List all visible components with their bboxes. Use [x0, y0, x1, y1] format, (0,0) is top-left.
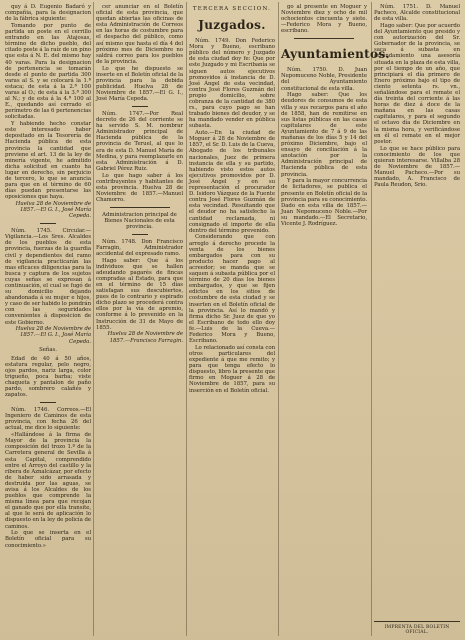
- notice-1748-body: Hago saber: Que á los individuos que se hallen adeudando pagarés de fincas compradas al Estado, para que en el término de 15 días satisfagan sus descubiertos, pues de lo contrario y espirado dicho plazo se procederá contra ellos por la vía de apremio, conforme á lo prevenido en la Instrucción de 31 de Mayo de 1855.: [96, 257, 183, 331]
- court-continuation: go al presente en Moguer y Noviembre diez y ocho de mil ochocientos cincuenta y siete.—Federico Mora y Bueno, escribano.: [281, 4, 367, 35]
- printer-imprint: IMPRENTA DEL BOLETIN OFICIAL.: [384, 625, 450, 635]
- column-rule: [278, 2, 279, 636]
- notice-1750-closing: Y para la mayor concurrencia de licitadores, se publica el presente en Boletín oficial de la provincia para su conocimiento. Dado en esta villa de 1857.—Juan Nepomuceno Noble.—Por su mandado.—El Secretario, Vicente J. Rodríguez.: [281, 178, 368, 227]
- column-rule: [186, 2, 187, 636]
- court-resolution: Considerando que con arreglo á derecho procede la venta de los bienes embargados para con su producto hacer pago al acreedor; se manda que se saquen á subasta pública por el término de 20 días los bienes embargados, y que se fijen edictos en los sitios de costumbre de esta ciudad y se inserten en el Boletín oficial de la provincia. Así lo mandó y firma dicho Sr. Juez de que yo el Escribano de todo ello doy fe.—Luis de la Cueva.—Federico Mora y Bueno, Escribano.: [189, 234, 275, 345]
- column-rule: [371, 2, 372, 636]
- juzgados-heading: Juzgados.: [198, 18, 266, 33]
- mining-claim-description: Tomando por punto de partida un poste en el cerrillo entrando en las Atajosas, término de dicho pueblo, del citado poste á la raíz de un pino que esta á N. E. del mismo hay 40 varas. Para la designacion de pertenencia se tomarán desde el punto de partida 300 varas al S. y se colocará la 1.ª estaca; de esta á la 2.ª 100 varas al O.; de esta á la 3.ª 300 al N.; y de esta á la 4.ª 100 al E., quedando así cerrado el perímetro de las 6 pertenencias solicitadas.: [5, 22, 91, 121]
- notice-1751-closing: Lo que se hace público para conocimiento de los que quieran interesarse. Villalba 28 de Noviembre de 1857.—Manuel Pacheco.—Por su mandado, A. Francisco de Paula Reudon, Srio.: [374, 145, 460, 189]
- column-3: [189, 4, 275, 634]
- mining-claim-continuation: quy á D. Eugenio Badaró y compañia, para la designacion de la fábrica siguiente:: [5, 4, 91, 23]
- physical-description: Edad de 40 á 50 años, estatura regular, pelo negro, ojos pardos, nariz larga, color trigueño, poca barba; viste chaqueta y pantalon de paño pardo, sombrero calañés y zapatos.: [5, 355, 91, 399]
- notice-1751-body: Hago saber: Que por acuerdo del Ayuntamiento que presido y con autorización del Sr. Gobernador de la provincia, se saca á subasta en arrendamiento una asesoría situada en la plaza de esta villa, por el tiempo de un año, que principiará el día primero de Enero próximo bajo el tipo de ciento setenta rs. vn., señalándose para el remate el día treinta del corriente á las horas de diez á doce de la mañana en las casas capitulares, y para el segundo el octavo día de Diciembre en la misma hora, y verificándose en él el remate en el mejor postor.: [374, 22, 460, 145]
- ayuntamientos-heading: Ayuntamientos.: [281, 47, 390, 62]
- column-1: [5, 4, 91, 634]
- notice-1751: Núm. 1751. D. Manuel Pacheco, Alcalde constitucional de esta villa.: [374, 4, 460, 23]
- column-rule: [93, 2, 94, 636]
- separator: [40, 223, 56, 224]
- notice-1749: Núm. 1749. Don Federico Mora y Bueno, escribano público del número y Juzgado de esta ciudad doy fe: Que por este Juzgado y mi Escribanía se siguen autos ejecutivos promovidos á instancia de D. José Ángel de esta vecindad, contra José Flores Guzmán del propio domicilio, sobre cobranza de la cantidad de 380 rs., para cuyo pago se han trabado bienes del deudor, y se ha mandado vender en pública subasta.: [189, 38, 275, 130]
- notice-1748: Núm. 1748. Don Francisco Farragin, Administrador accidental del expresado ramo.: [96, 238, 183, 257]
- notice-1747: Núm. 1747.—Por Real decreto de 26 del corriente se ha servido S. M. nombrar Administrador principal de Hacienda pública de la provincia de Teruel, al que lo era de esta D. Manuel María de Medina, y para reemplazarle en esta Administración á D. Gabriel Pérez Ruiz.: [96, 110, 183, 172]
- separator: [294, 38, 354, 39]
- mining-claim-admission: Y habiendo hecho constar este interesado haber depositado en la Tesorería de Hacienda pública de esta provincia la cantidad que previene el art. 13 de la ley de minería vigente, he admitido dicha solicitud en cuanto ha lugar en derecho, sin perjuicio de tercero, lo que se anuncia para que en el término de 60 días puedan presentarse las oposiciones que haya.: [5, 121, 91, 201]
- administration-heading: Administracion principal de Bienes Nacionales de esta provincia.: [102, 211, 177, 230]
- separator: [132, 234, 148, 235]
- notice-1750-body: Hago saber: Que los deudores de consumos de esta villa y sus recargos para el año de 1858, han de remitirse en sus listas públicas en las casas capitulares de este Ayuntamiento de 7 á 9 de las mañanas de los días 5 y 14 del próximo Diciembre, bajo el ensayo de conciliación á la anotación por la Administración principal de Hacienda pública de esta provincia.: [281, 92, 367, 178]
- separator: [110, 207, 170, 208]
- circular-1745: Núm. 1745. Circular.—Vigilancia.—Los Sres. Alcaldes de los pueblos de esta provincia, fuerzas de la guardia civil y dependientes del ramo de vigilancia practicarán las mas eficaces diligencias para la busca y captura de los sujetos cuyas señas se expresan á continuación, el cual se fugó de su domicilio dejando abandonada á su mujer e hijos, y caso de ser habido lo pondrán con las seguridades convenientes á disposicion de este Gobierno.: [5, 228, 91, 326]
- road-notice-closing: Lo que se inserta en el Boletín oficial para su conocimiento.»: [5, 530, 91, 549]
- post-office-notice: cer anunciar en el Boletín oficial de esta provincia, que quedan abiertas las oficinas de esta Administración de Correos en las horas de costumbre para el despacho del público, como así mismo que hasta el día 4 del próximo mes de Diciembre no saldrá correo para los pueblos de la provincia.: [96, 4, 183, 65]
- descriptions-label: Señas.: [39, 346, 57, 353]
- section-heading: TERCERA SECCION.: [192, 6, 272, 12]
- notice-1750: Núm. 1750. D. Juan Nepomuceno Noble, Presidente del Ayuntamiento constitucional de esta villa.: [281, 67, 367, 92]
- court-order: Auto.—En la ciudad de Moguer á 28 de Noviembre de 1857, el Sr. D. Luis de la Cueva, Abogado de los tribunales nacionales, Juez de primera instancia de ella y su partido, habiendo visto estos autos ejecutivos promovidos por D. José Ángel y en su representación el procurador D. Isidoro Vázquez de la Fuente contra José Flores Guzmán de esta vecindad. Resultando que el deudor no ha satisfecho la cantidad reclamada, ni consignado el importe de ella dentro del término prevenido.: [189, 130, 275, 234]
- column-5: [374, 4, 460, 616]
- road-notice: «Hallándose á la firma de Mayor de la provincia la composición del trozo 1.º de la Carretera general de Sevilla á esta Capital, comprendido entre el Arroyo del castillo y la ribera de Aznalcázar, por efecto de haber sido arrasada y destruida por las aguas, se avisa á los Alcaldes de los pueblos que comprende la misma línea para que recojan el ganado que por ella transite, al que le será de aplicación lo dispuesto en la ley de policía de caminos.: [5, 432, 91, 530]
- signature-line: Huelva 28 de Noviembre de 1857.—Francisco Farragin.: [107, 331, 183, 344]
- notice-1747-closing: Lo que hago saber á los contribuyentes y habitantes de esta provincia. Huelva 28 de Noviembre de 1857.—Manuel Chamorro.: [96, 172, 183, 203]
- court-closing: Lo relacionado así consta con otros particulares del expediente á que me remito; y para que tenga efecto lo dispuesto, libro la presente que firmo en Moguer á 28 de Noviembre de 1857, para su inserción en el Boletín oficial.: [189, 344, 275, 394]
- signature-line: Huelva 28 de Noviembre de 1857.—El G. I., José María Cepeda.: [15, 201, 91, 220]
- separator: [132, 106, 148, 107]
- post-office-signature: Lo que he dispuesto se inserte en el Boletín oficial de la provincia para la debida publicidad. Huelva 28 de Noviembre de 1857.—El G. I., José María Cepeda.: [96, 65, 183, 103]
- notice-1746: Núm. 1746. Correos.—El Ingeniero de Caminos de esta provincia, con fecha 26 del actual, me dice lo siguiente:: [5, 407, 91, 432]
- column-4: [281, 4, 390, 634]
- signature-line: Huelva 28 de Noviembre de 1857.—El G. I., José María Cepeda.: [15, 326, 91, 345]
- footer-rule: [374, 621, 460, 622]
- column-2: [96, 4, 183, 634]
- separator: [40, 402, 56, 403]
